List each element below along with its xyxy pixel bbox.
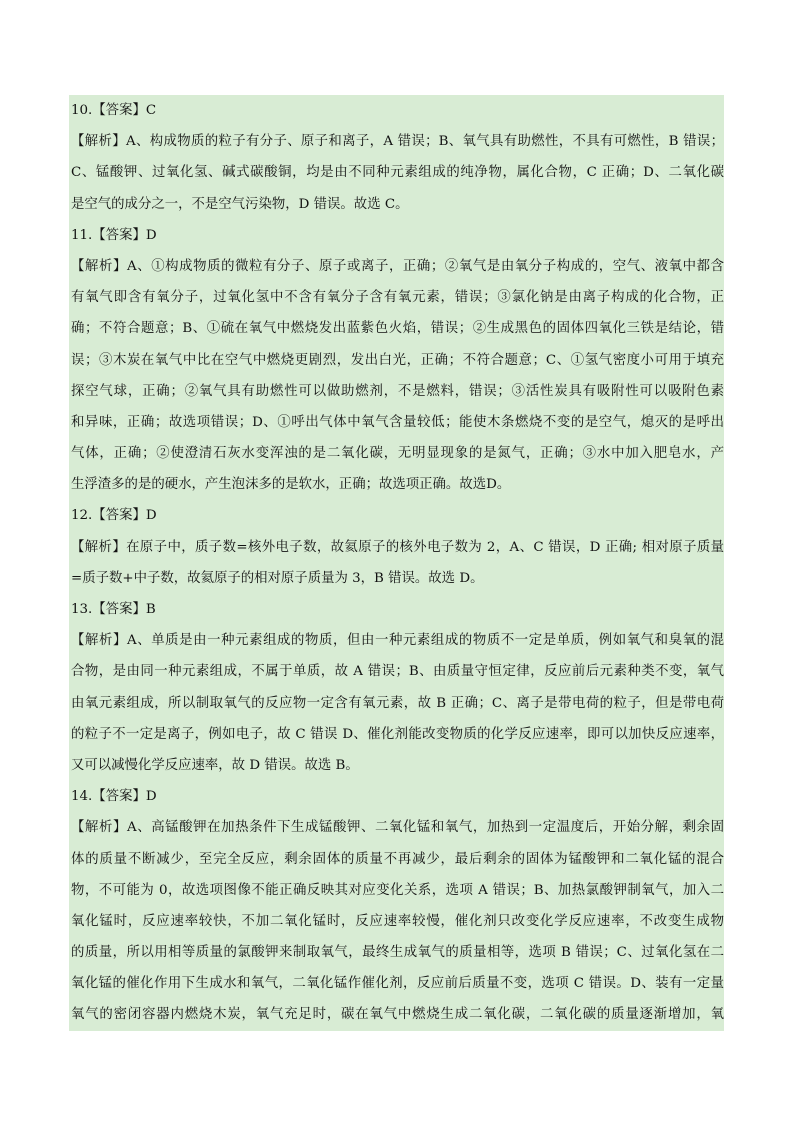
analysis-line: 有氧气即含有氧分子，过氧化氢中不含有氧分子含有氧元素，错误；③氯化钠是由离子构成的化合物，正 — [71, 290, 724, 306]
analysis-line: 确；不符合题意；B、①硫在氧气中燃烧发出蓝紫色火焰，错误；②生成黑色的固体四氧化三铁是结论，错 — [71, 321, 724, 337]
analysis-line: 气体，正确；②使澄清石灰水变浑浊的是二氧化碳，无明显现象的是氮气，正确；③水中加入肥皂水，产 — [71, 446, 724, 462]
analysis-line: 【解析】在原子中，质子数=核外电子数，故氦原子的核外电子数为 2，A、C 错误，D 正确; 相对原子质量 — [71, 539, 724, 555]
analysis-line: 物，不可能为 0，故选项图像不能正确反映其对应变化关系，选项 A 错误；B、加热氯酸钾制氧气，加入二 — [71, 882, 724, 898]
analysis-line: 氧气的密闭容器内燃烧木炭，氧气充足时，碳在氧气中燃烧生成二氧化碳，二氧化碳的质量逐渐增加，氧 — [71, 1007, 724, 1023]
answer-heading-13: 13.【答案】B — [71, 602, 156, 617]
analysis-line: 体的质量不断减少，至完全反应，剩余固体的质量不再减少，最后剩余的固体为锰酸钾和二氧化锰的混合 — [71, 851, 724, 867]
analysis-line: 的质量，所以用相等质量的氯酸钾来制取氧气，最终生成氧气的质量相等，选项 B 错误；C、过氧化氢在二 — [71, 945, 724, 961]
analysis-line: 又可以减慢化学反应速率，故 D 错误。故选 B。 — [71, 757, 359, 773]
analysis-line: 氧化锰时，反应速率较快，不加二氧化锰时，反应速率较慢，催化剂只改变化学反应速率，不改变生成物 — [71, 913, 724, 929]
analysis-line: 探空气球，正确；②氧气具有助燃性可以做助燃剂，不是燃料，错误；③活性炭具有吸附性可以吸附色素 — [71, 383, 724, 399]
answer-heading-14: 14.【答案】D — [71, 789, 157, 805]
answer-heading-11: 11.【答案】D — [71, 227, 157, 243]
analysis-line: 【解析】A、高锰酸钾在加热条件下生成锰酸钾、二氧化锰和氧气，加热到一定温度后，开始分解，剩余固 — [71, 820, 724, 836]
analysis-line: C、锰酸钾、过氧化氢、碱式碳酸铜，均是由不同种元素组成的纯净物，属化合物，C 正确；D、二氧化碳 — [71, 165, 724, 181]
analysis-line: 【解析】A、单质是由一种元素组成的物质，但由一种元素组成的物质不一定是单质，例如氧气和臭氧的混 — [71, 633, 724, 649]
answer-heading-10: 10.【答案】C — [71, 103, 157, 118]
analysis-line: 是空气的成分之一，不是空气污染物，D 错误。故选 C。 — [71, 196, 409, 212]
analysis-line: 由氧元素组成，所以制取氧气的反应物一定含有氧元素，故 B 正确；C、离子是带电荷的粒子，但是带电荷 — [71, 695, 724, 711]
analysis-line: 的粒子不一定是离子，例如电子，故 C 错误 D、催化剂能改变物质的化学反应速率，即可以加快反应速率， — [71, 726, 724, 742]
analysis-line: 【解析】A、构成物质的粒子有分子、原子和离子，A 错误；B、氧气具有助燃性，不具有可燃性，B 错误； — [71, 134, 724, 150]
analysis-line: 和异味，正确；故选项错误；D、①呼出气体中氧气含量较低；能使木条燃烧不变的是空气，熄灭的是呼出 — [71, 414, 724, 430]
answer-heading-12: 12.【答案】D — [71, 508, 157, 524]
analysis-line: =质子数+中子数，故氦原子的相对原子质量为 3，B 错误。故选 D。 — [71, 570, 484, 586]
analysis-line: 【解析】A、①构成物质的微粒有分子、原子或离子，正确；②氧气是由氧分子构成的，空气、液氧中都含 — [71, 258, 724, 274]
analysis-line: 氧化锰的催化作用下生成水和氧气，二氧化锰作催化剂，反应前后质量不变，选项 C 错误。D、装有一定量 — [71, 976, 724, 992]
answer-explanation-document — [69, 95, 724, 1031]
analysis-line: 合物，是由同一种元素组成，不属于单质，故 A 错误；B、由质量守恒定律，反应前后元素种类不变，氧气 — [71, 664, 724, 680]
analysis-line: 生浮渣多的是的硬水，产生泡沫多的是软水，正确；故选项正确。故选D。 — [71, 477, 511, 493]
analysis-line: 误；③木炭在氧气中比在空气中燃烧更剧烈，发出白光，正确；不符合题意；C、①氢气密度小可用于填充 — [71, 352, 724, 368]
